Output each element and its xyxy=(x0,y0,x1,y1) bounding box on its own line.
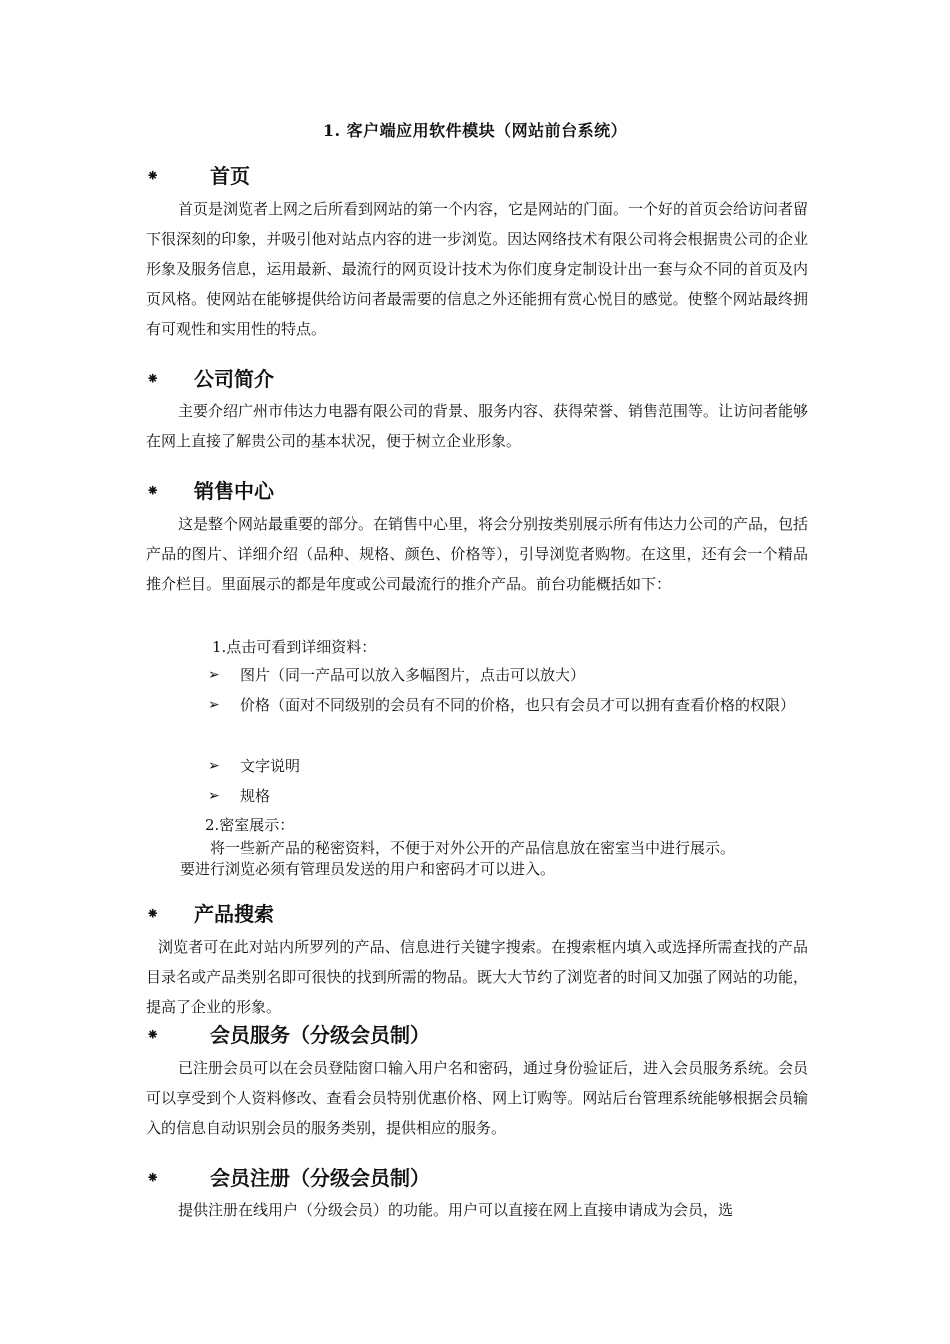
list-item xyxy=(208,781,808,811)
list-item-text: 文字说明 xyxy=(240,757,301,775)
sales-subheading-secret: 2.密室展示： xyxy=(205,816,295,834)
list-item xyxy=(208,690,808,720)
section-heading-member-service xyxy=(146,1020,430,1050)
section-heading-home xyxy=(146,161,250,191)
list-item-text: 价格（面对不同级别的会员有不同的价格，也只有会员才可以拥有查看价格的权限） xyxy=(240,696,796,714)
section-body-member-register: 提供注册在线用户（分级会员）的功能。用户可以直接在网上直接申请成为会员，选 xyxy=(178,1201,734,1219)
asterisk-bullet-icon: ⁕ xyxy=(146,166,160,185)
secret-room-line: 将一些新产品的秘密资料，不便于对外公开的产品信息放在密室当中进行展示。 xyxy=(210,839,736,857)
asterisk-bullet-icon: ⁕ xyxy=(146,1025,160,1044)
section-heading-about xyxy=(146,364,274,394)
asterisk-bullet-icon: ⁕ xyxy=(146,481,160,500)
arrow-bullet-icon: ➢ xyxy=(208,788,220,804)
section-body-sales: 这是整个网站最重要的部分。在销售中心里，将会分别按类别展示所有伟达力公司的产品，包括产品的图片、详细介绍（品种、规格、颜色、价格等），引导浏览者购物。在这里，还有会一个精品推介栏目。里面展示的都是年度或公司最流行的推介产品。前台功能概括如下： xyxy=(146,515,809,593)
heading-text: 会员服务（分级会员制） xyxy=(210,1023,430,1047)
list-item xyxy=(208,660,808,690)
asterisk-bullet-icon: ⁕ xyxy=(146,904,160,923)
section-heading-sales xyxy=(146,476,274,506)
heading-text: 首页 xyxy=(210,164,250,188)
section-heading-search xyxy=(146,899,274,929)
arrow-bullet-icon: ➢ xyxy=(208,667,220,683)
section-body-member-service: 已注册会员可以在会员登陆窗口输入用户名和密码，通过身份验证后，进入会员服务系统。会员可以享受到个人资料修改、查看会员特别优惠价格、网上订购等。网站后台管理系统能够根据会员输入的信息自动识别会员的服务类别，提供相应的服务。 xyxy=(146,1059,809,1137)
heading-text: 公司简介 xyxy=(194,367,274,391)
section-heading-member-register xyxy=(146,1163,430,1193)
list-item xyxy=(208,751,808,781)
section-body-about: 主要介绍广州市伟达力电器有限公司的背景、服务内容、获得荣誉、销售范围等。让访问者能够在网上直接了解贵公司的基本状况，便于树立企业形象。 xyxy=(146,402,809,450)
secret-room-line: 要进行浏览必须有管理员发送的用户和密码才可以进入。 xyxy=(180,860,556,878)
list-item-text: 图片（同一产品可以放入多幅图片，点击可以放大） xyxy=(240,666,586,684)
heading-text: 产品搜索 xyxy=(194,902,274,926)
list-item-text: 规格 xyxy=(240,787,271,805)
section-body-home: 首页是浏览者上网之后所看到网站的第一个内容，它是网站的门面。一个好的首页会给访问者留下很深刻的印象，并吸引他对站点内容的进一步浏览。因达网络技术有限公司将会根据贵公司的企业形象及服务信息，运用最新、最流行的网页设计技术为你们度身定制设计出一套与众不同的首页及内页风格。使网站在能够提供给访问者最需要的信息之外还能拥有赏心悦目的感觉。使整个网站最终拥有可观性和实用性的特点。 xyxy=(146,200,809,338)
document-title: 1. 客户端应用软件模块（网站前台系统） xyxy=(322,121,628,140)
asterisk-bullet-icon: ⁕ xyxy=(146,1168,160,1187)
heading-text: 销售中心 xyxy=(194,479,274,503)
heading-text: 会员注册（分级会员制） xyxy=(210,1166,430,1190)
sales-subheading-details: 1.点击可看到详细资料： xyxy=(212,638,377,656)
section-body-search: 浏览者可在此对站内所罗列的产品、信息进行关键字搜索。在搜索框内填入或选择所需查找的产品目录名或产品类别名即可很快的找到所需的物品。既大大节约了浏览者的时间又加强了网站的功能，提高了企业的形象。 xyxy=(146,938,808,1016)
asterisk-bullet-icon: ⁕ xyxy=(146,369,160,388)
arrow-bullet-icon: ➢ xyxy=(208,697,220,713)
arrow-bullet-icon: ➢ xyxy=(208,758,220,774)
